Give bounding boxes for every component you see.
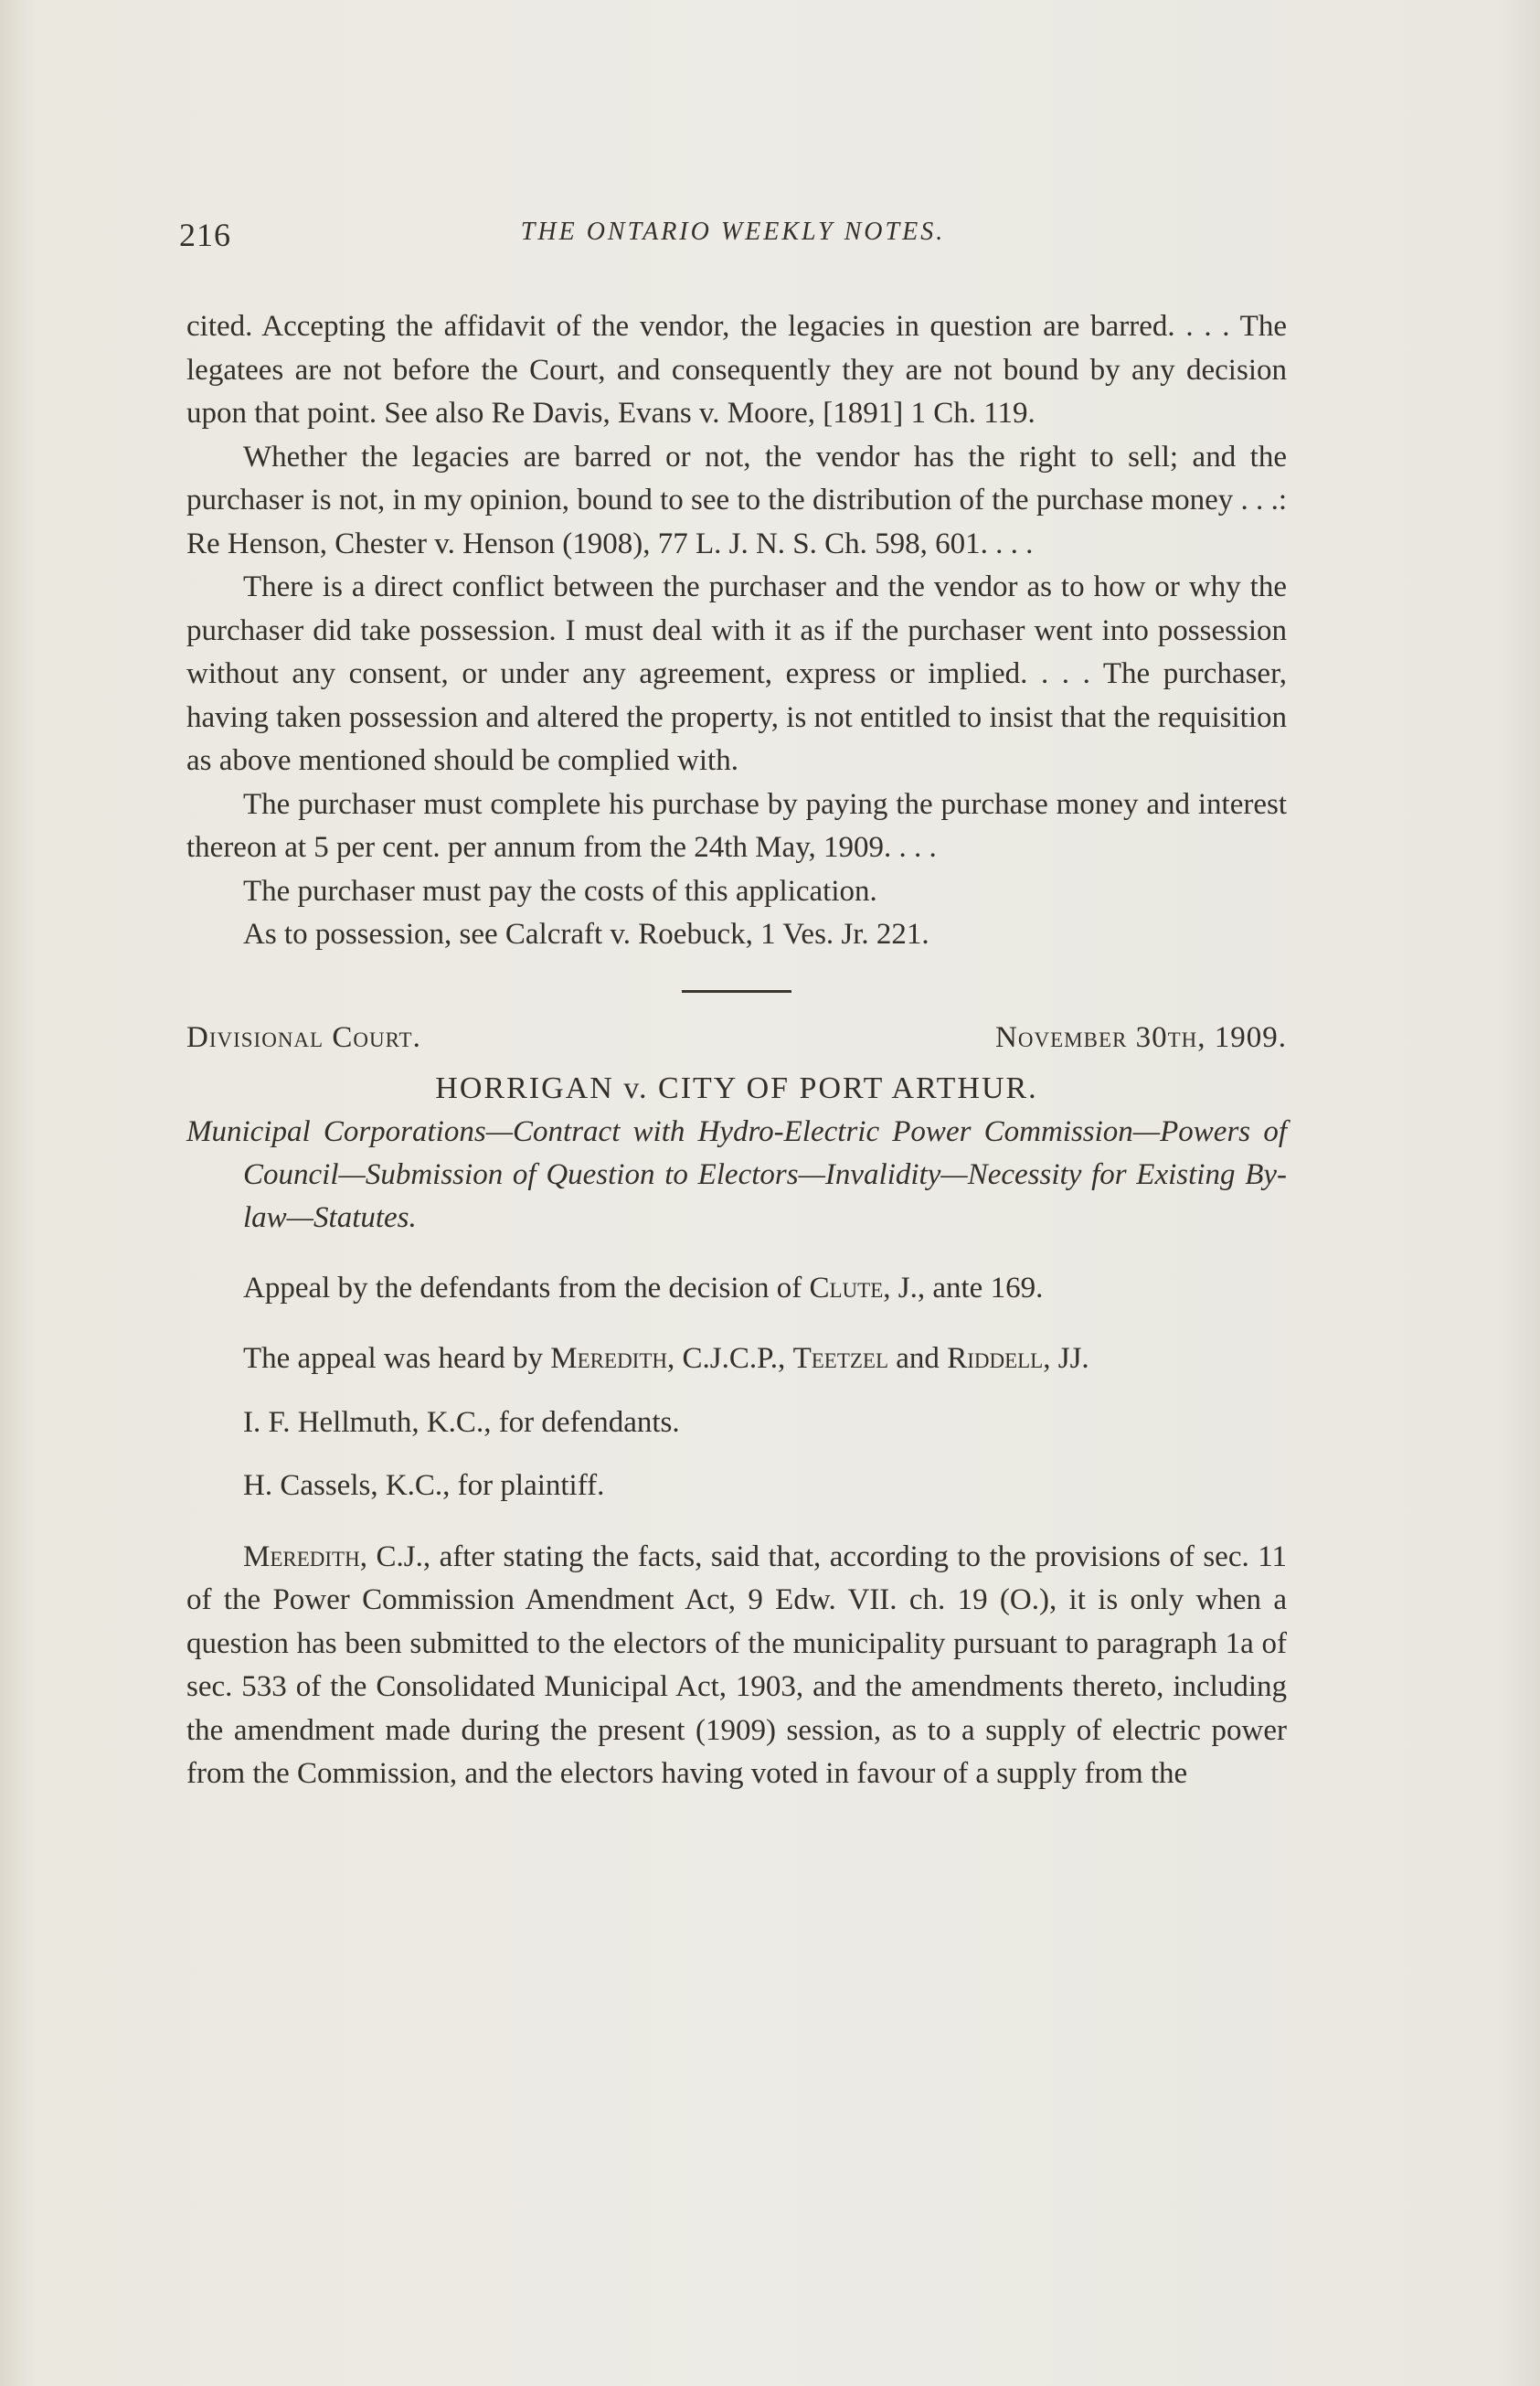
paragraph-possession-conflict: There is a direct conflict between the purchaser and the vendor as to how or why the purchaser did take possession. I must deal with it as if the purchaser went into possession without any consent, or under any agreement, express or implied. . . . The purchaser, having taken possession and altered the property, is not entitled to insist that the requisition as above mentioned should be complied with. bbox=[186, 570, 1287, 777]
judge-name: Clute bbox=[809, 1271, 884, 1305]
headnote: Municipal Corporations—Contract with Hydro-Electric Power Commission—Powers of Council—Submission of Question to Electors—Invalidity—Necessity for Existing By-law—Statutes. bbox=[186, 1114, 1287, 1234]
running-head: THE ONTARIO WEEKLY NOTES. bbox=[520, 218, 946, 246]
section-divider bbox=[682, 990, 791, 993]
paragraph-complete-purchase: The purchaser must complete his purchase by paying the purchase money and interest thereon at 5 per cent. per annum from the 24th May, 1909. . . . bbox=[186, 787, 1287, 864]
case-title: HORRIGAN v. CITY OF PORT ARTHUR. bbox=[435, 1071, 1038, 1105]
judge-name: Meredith bbox=[243, 1539, 360, 1573]
judge-name: Riddell bbox=[947, 1342, 1044, 1375]
counsel-defendants: I. F. Hellmuth, K.C., for defendants. bbox=[243, 1405, 680, 1439]
decision-date: November 30th, 1909. bbox=[995, 1020, 1287, 1054]
court-date-line bbox=[186, 1017, 1287, 1060]
judge-name: Teetzel bbox=[792, 1342, 889, 1375]
judge-name: Meredith bbox=[550, 1342, 667, 1375]
paragraph-costs: The purchaser must pay the costs of this application. bbox=[243, 874, 877, 908]
paragraph-judgment: Meredith, C.J., after stating the facts, said that, according to the provisions of sec. 11 of the Power Commission Amendment Act, 9 Edw. VII. ch. 19 (O.), it is only when a question has been submitted to the electors of the municipality pursuant to paragraph 1a of sec. 533 of the Consolidated Municipal Act, 1903, and the amendments thereto, including the amendment made during the present (1909) session, as to a supply of electric power from the Commission, and the electors having voted in favour of a supply from the bbox=[186, 1539, 1287, 1790]
court-name: Divisional Court. bbox=[186, 1020, 421, 1054]
paragraph-heard-by: The appeal was heard by Meredith, C.J.C.P., Teetzel and Riddell, JJ. bbox=[243, 1342, 1089, 1375]
counsel-plaintiff: H. Cassels, K.C., for plaintiff. bbox=[243, 1469, 605, 1502]
paragraph-continuation: cited. Accepting the affidavit of the vendor, the legacies in question are barred. . . . The legatees are not before the Court, and consequently they are not bound by any decision upon that point. See also Re Davis, Evans v. Moore, [1891] 1 Ch. 119. bbox=[186, 310, 1287, 430]
page-number: 216 bbox=[179, 217, 231, 253]
page-header bbox=[179, 216, 1287, 271]
paragraph-possession-citation: As to possession, see Calcraft v. Roebuck, 1 Ves. Jr. 221. bbox=[243, 918, 929, 951]
paragraph-appeal: Appeal by the defendants from the decision of Clute, J., ante 169. bbox=[243, 1271, 1044, 1305]
page-body bbox=[186, 305, 1287, 1796]
paragraph-legacies: Whether the legacies are barred or not, the vendor has the right to sell; and the purchaser is not, in my opinion, bound to see to the distribution of the purchase money . . .: Re Henson, Chester v. Henson (1908), 77 L. J. N. S. Ch. 598, 601. . . . bbox=[186, 440, 1287, 560]
